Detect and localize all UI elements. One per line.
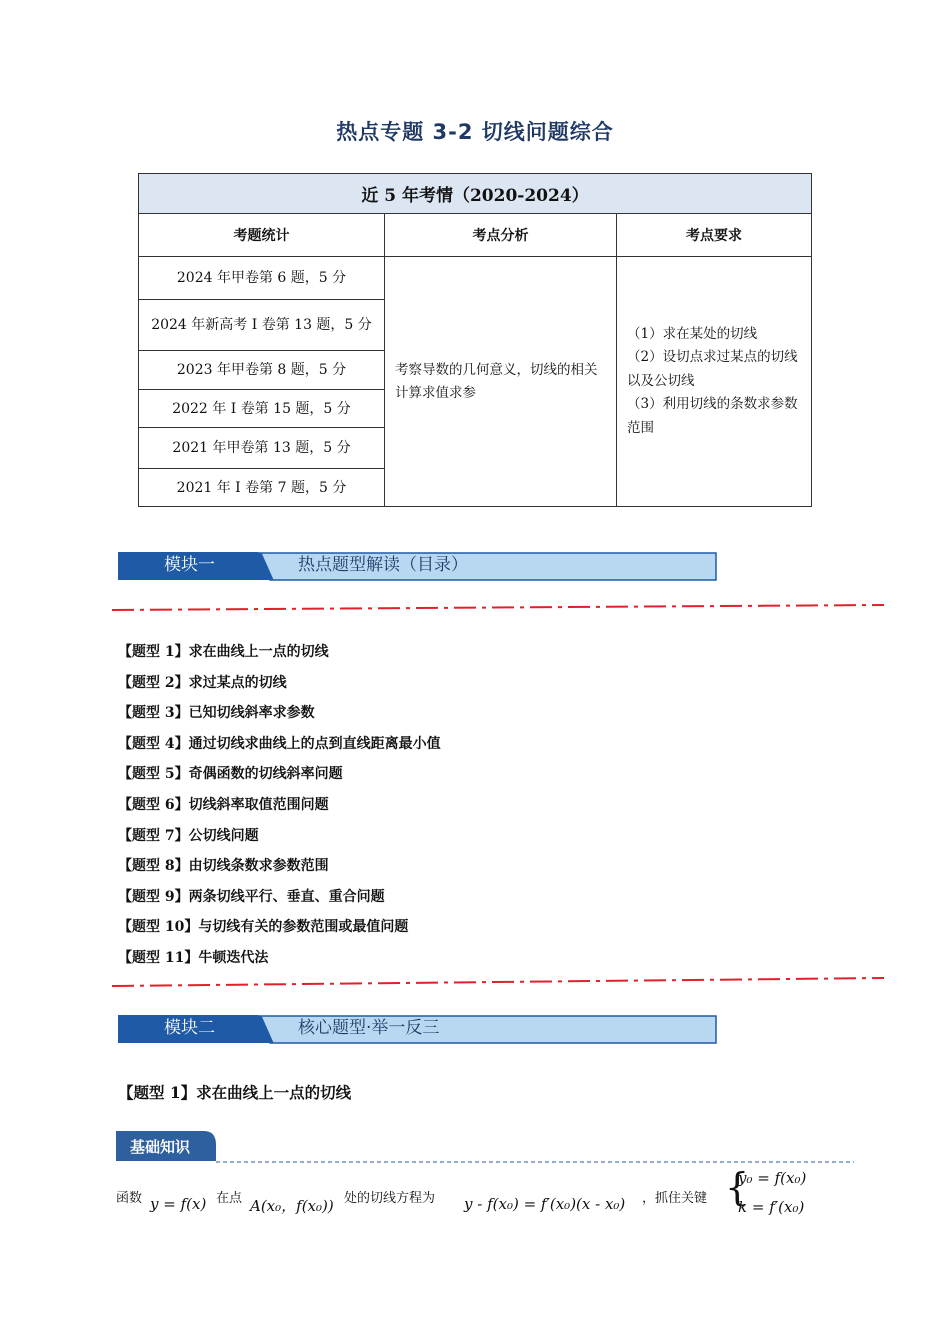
stat-cell: 2021 年 I 卷第 7 题，5 分 [139, 469, 385, 507]
toc-item[interactable]: 【题型 1】求在曲线上一点的切线 [118, 644, 329, 660]
module-two-banner [118, 1013, 718, 1043]
formula-math: y - f(x₀) = f′(x₀)(x - x₀) [464, 1195, 626, 1213]
toc-item[interactable]: 【题型 5】奇偶函数的切线斜率问题 [118, 766, 343, 783]
col-requirements-header: 考点要求 [617, 214, 812, 257]
formula-system-line: k = f′(x₀) [738, 1198, 805, 1216]
col-stats-header: 考题统计 [139, 214, 385, 257]
module-one-tag: 模块一 [164, 555, 215, 575]
toc-item[interactable]: 【题型 6】切线斜率取值范围问题 [118, 796, 329, 813]
knowledge-label: 基础知识 [130, 1138, 191, 1156]
toc-item[interactable]: 【题型 4】通过切线求曲线上的点到直线距离最小值 [118, 735, 441, 752]
knowledge-badge [116, 1131, 856, 1169]
stat-cell: 2021 年甲卷第 13 题，5 分 [139, 428, 385, 469]
requirement-item: （2）设切点求过某点的切线以及公切线 [627, 349, 798, 389]
page-title: 热点专题 3-2 切线问题综合 [336, 120, 614, 144]
module-one-banner [118, 550, 718, 580]
requirement-item: （3）利用切线的条数求参数范围 [627, 396, 798, 436]
formula-text: ，抓住关键 [642, 1191, 708, 1206]
stat-cell: 2022 年 I 卷第 15 题，5 分 [139, 390, 385, 428]
exam-stats-table [138, 173, 812, 507]
formula-text: 处的切线方程为 [344, 1191, 436, 1206]
requirements-cell [617, 257, 812, 507]
requirement-item: （1）求在某处的切线 [627, 325, 758, 342]
toc-item[interactable]: 【题型 8】由切线条数求参数范围 [118, 858, 329, 875]
toc-list [118, 640, 441, 977]
toc-item[interactable]: 【题型 7】公切线问题 [118, 827, 259, 844]
toc-item[interactable]: 【题型 10】与切线有关的参数范围或最值问题 [118, 919, 409, 936]
formula-line [116, 1165, 876, 1225]
formula-system-line: y₀ = f(x₀) [738, 1169, 807, 1187]
formula-text: 在点 [216, 1191, 243, 1206]
col-analysis-header: 考点分析 [385, 214, 617, 257]
brace-icon: { [725, 1165, 750, 1209]
stat-cell: 2024 年甲卷第 6 题，5 分 [139, 257, 385, 300]
divider-dashed [112, 602, 887, 612]
analysis-cell: 考察导数的几何意义，切线的相关计算求值求参 [385, 257, 617, 507]
module-two-tag: 模块二 [164, 1018, 215, 1038]
toc-item[interactable]: 【题型 9】两条切线平行、垂直、重合问题 [118, 888, 385, 905]
module-one-title: 热点题型解读（目录） [298, 555, 468, 575]
formula-math: y = f(x) [150, 1195, 207, 1213]
formula-text: 函数 [116, 1191, 143, 1206]
module-two-title: 核心题型·举一反三 [298, 1018, 440, 1038]
stat-cell: 2023 年甲卷第 8 题，5 分 [139, 351, 385, 390]
toc-item[interactable]: 【题型 3】已知切线斜率求参数 [118, 705, 315, 722]
toc-item[interactable]: 【题型 2】求过某点的切线 [118, 674, 287, 691]
stat-cell: 2024 年新高考 I 卷第 13 题，5 分 [139, 300, 385, 351]
table-header: 近 5 年考情（2020-2024） [139, 174, 812, 214]
section-heading: 【题型 1】求在曲线上一点的切线 [118, 1083, 352, 1102]
divider-dashed [112, 975, 887, 989]
toc-item[interactable]: 【题型 11】牛顿迭代法 [118, 949, 269, 966]
formula-math: A(x₀，f(x₀)) [250, 1197, 334, 1215]
